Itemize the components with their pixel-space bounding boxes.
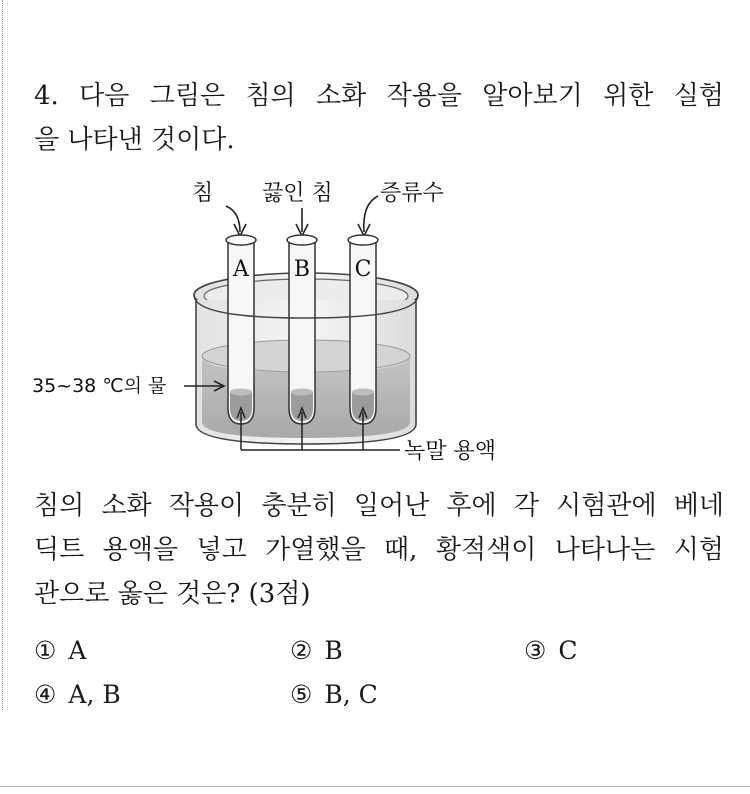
choice-2-mark: ② <box>290 636 313 665</box>
choice-5-text: B, C <box>324 680 378 709</box>
bottom-rule <box>0 786 750 787</box>
tube-label-c: C <box>354 257 372 282</box>
choice-1-mark: ① <box>34 636 57 665</box>
question-stem-line-1: 4. 다음 그림은 침의 소화 작용을 알아보기 위한 실험 <box>34 81 724 111</box>
choice-3-mark: ③ <box>524 636 547 665</box>
choice-5-mark: ⑤ <box>290 680 313 709</box>
choice-5[interactable] <box>290 680 378 710</box>
choice-3[interactable] <box>524 636 578 666</box>
question-body-line-1: 침의 소화 작용이 충분히 일어난 후에 각 시험관에 베네 <box>34 491 724 521</box>
tube-label-a: A <box>233 257 249 282</box>
choice-2[interactable] <box>290 636 343 666</box>
arrow-to-tube-c <box>364 196 378 232</box>
choice-1-text: A <box>68 636 87 665</box>
choice-4[interactable] <box>34 680 121 710</box>
question-body-line-3: 관으로 옳은 것은? (3점) <box>34 579 311 609</box>
question-body-line-2: 딕트 용액을 넣고 가열했을 때, 황적색이 나타나는 시험 <box>34 535 724 565</box>
choice-4-mark: ④ <box>34 680 57 709</box>
question-stem-line-2: 을 나타낸 것이다. <box>34 125 235 155</box>
choice-3-text: C <box>558 636 578 665</box>
arrow-to-tube-a <box>226 206 240 232</box>
tube-label-b: B <box>293 257 311 282</box>
label-water: 35~38 ℃의 물 <box>32 375 167 397</box>
label-boiled-saliva: 끓인 침 <box>262 181 333 206</box>
label-starch-solution: 녹말 용액 <box>404 439 497 464</box>
choice-4-text: A, B <box>68 680 121 709</box>
choice-1[interactable] <box>34 636 86 666</box>
label-saliva: 침 <box>192 181 214 206</box>
choice-2-text: B <box>324 636 343 665</box>
question-number: 4. <box>34 81 59 111</box>
label-distilled-water: 증류수 <box>380 181 444 206</box>
